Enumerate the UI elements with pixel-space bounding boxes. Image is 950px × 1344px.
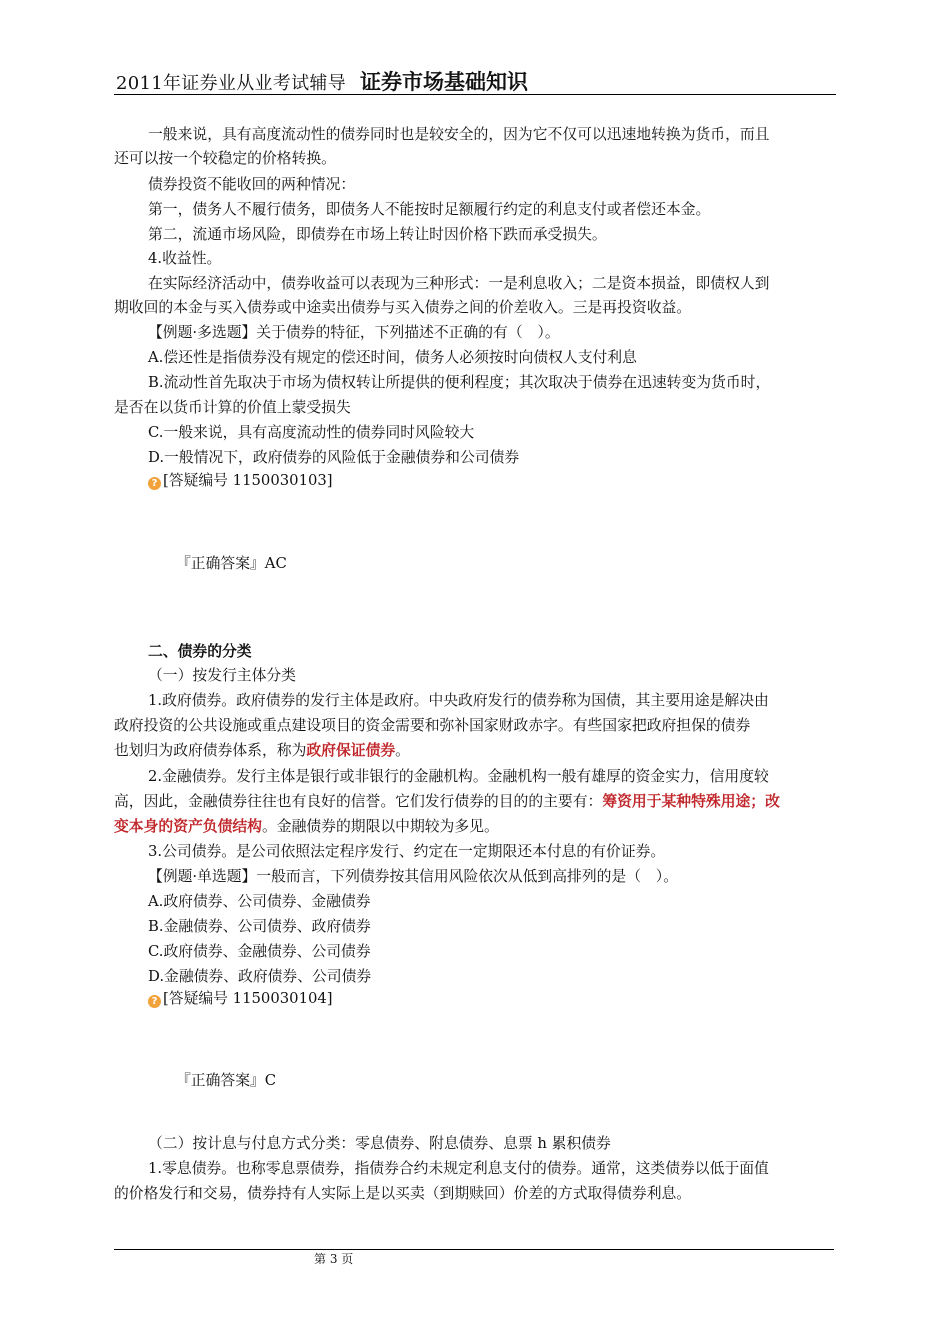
paragraph-line: 1.政府债券。政府债券的发行主体是政府。中央政府发行的债券称为国债，其主要用途是解决由 [148, 692, 769, 709]
paragraph-line [114, 816, 499, 838]
paragraph-line: 还可以按一个较稳定的价格转换。 [114, 150, 336, 167]
paragraph-line: 1.零息债券。也称零息票债券，指债券合约未规定利息支付的债券。通常，这类债券以低于面值 [148, 1160, 769, 1177]
paragraph-line: 第一，债务人不履行债务，即债务人不能按时足额履行约定的利息支付或者偿还本金。 [148, 201, 711, 218]
option-b-cont: 是否在以货币计算的价值上蒙受损失 [114, 399, 351, 416]
paragraph-line [114, 791, 780, 813]
text: 。金融债券的期限以中期较为多见。 [261, 818, 499, 835]
paragraph-line: 债券投资不能收回的两种情况： [148, 176, 356, 193]
footer-rule [114, 1249, 834, 1250]
section-title: 二、债券的分类 [148, 643, 252, 660]
paragraph-line [114, 740, 410, 762]
qa-id: [答疑编号 1150030104] [163, 990, 333, 1007]
paragraph-line: 第二，流通市场风险，即债券在市场上转让时因价格下跌而承受损失。 [148, 226, 607, 243]
highlight-term: 变本身的资产负债结构 [114, 818, 262, 835]
text: 也划归为政府债券体系，称为 [114, 742, 307, 759]
qa-link[interactable] [148, 988, 333, 1010]
paragraph-line: 3.公司债券。是公司依照法定程序发行、约定在一定期限还本付息的有价证券。 [148, 843, 666, 860]
header-subject: 证券市场基础知识 [360, 70, 529, 94]
paragraph-line: 的价格发行和交易，债券持有人实际上是以买卖（到期赎回）价差的方式取得债券利息。 [114, 1185, 692, 1202]
paragraph-line: 一般来说，具有高度流动性的债券同时也是较安全的，因为它不仅可以迅速地转换为货币，而且 [148, 126, 770, 143]
option-b: B.金融债券、公司债券、政府债券 [148, 918, 371, 935]
correct-answer: 『正确答案』AC [176, 555, 287, 572]
header-rule [114, 94, 836, 95]
question-icon: ? [148, 477, 161, 490]
text: 高，因此，金融债券往往也有良好的信誉。它们发行债券的目的的主要有： [114, 793, 603, 810]
subsection-title: （二）按计息与付息方式分类：零息债券、附息债券、息票 h 累积债券 [148, 1135, 611, 1152]
option-a: A.政府债券、公司债券、金融债券 [148, 893, 371, 910]
subsection-title: （一）按发行主体分类 [148, 667, 296, 684]
page-number: 第 3 页 [314, 1252, 354, 1266]
option-c: C.一般来说，具有高度流动性的债券同时风险较大 [148, 424, 475, 441]
option-d: D.金融债券、政府债券、公司债券 [148, 968, 372, 985]
option-c: C.政府债券、金融债券、公司债券 [148, 943, 371, 960]
question-stem: 【例题·单选题】一般而言，下列债券按其信用风险依次从低到高排列的是（ ）。 [148, 868, 678, 885]
option-a: A.偿还性是指债券没有规定的偿还时间，债务人必须按时向债权人支付利息 [148, 349, 637, 366]
question-icon: ? [148, 995, 161, 1008]
option-b: B.流动性首先取决于市场为债权转让所提供的便利程度；其次取决于债券在迅速转变为货币时， [148, 374, 771, 391]
qa-link[interactable] [148, 470, 333, 492]
paragraph-line: 4.收益性。 [148, 250, 222, 267]
header-course: 2011年证券业从业考试辅导 [116, 73, 347, 94]
question-stem: 【例题·多选题】关于债券的特征，下列描述不正确的有（ ）。 [148, 324, 560, 341]
text: 。 [395, 742, 410, 759]
paragraph-line: 期收回的本金与买入债券或中途卖出债券与买入债券之间的价差收入。三是再投资收益。 [114, 299, 692, 316]
highlight-term: 筹资用于某种特殊用途；改 [602, 793, 780, 810]
qa-id: [答疑编号 1150030103] [163, 472, 333, 489]
paragraph-line: 在实际经济活动中，债券收益可以表现为三种形式：一是利息收入；二是资本损益，即债权人到 [148, 275, 770, 292]
correct-answer: 『正确答案』C [176, 1072, 277, 1089]
paragraph-line: 2.金融债券。发行主体是银行或非银行的金融机构。金融机构一般有雄厚的资金实力，信用度较 [148, 768, 769, 785]
option-d: D.一般情况下，政府债券的风险低于金融债券和公司债券 [148, 449, 520, 466]
paragraph-line: 政府投资的公共设施或重点建设项目的资金需要和弥补国家财政赤字。有些国家把政府担保的债券 [114, 717, 751, 734]
highlight-term: 政府保证债券 [306, 742, 396, 759]
header-title [116, 66, 528, 94]
